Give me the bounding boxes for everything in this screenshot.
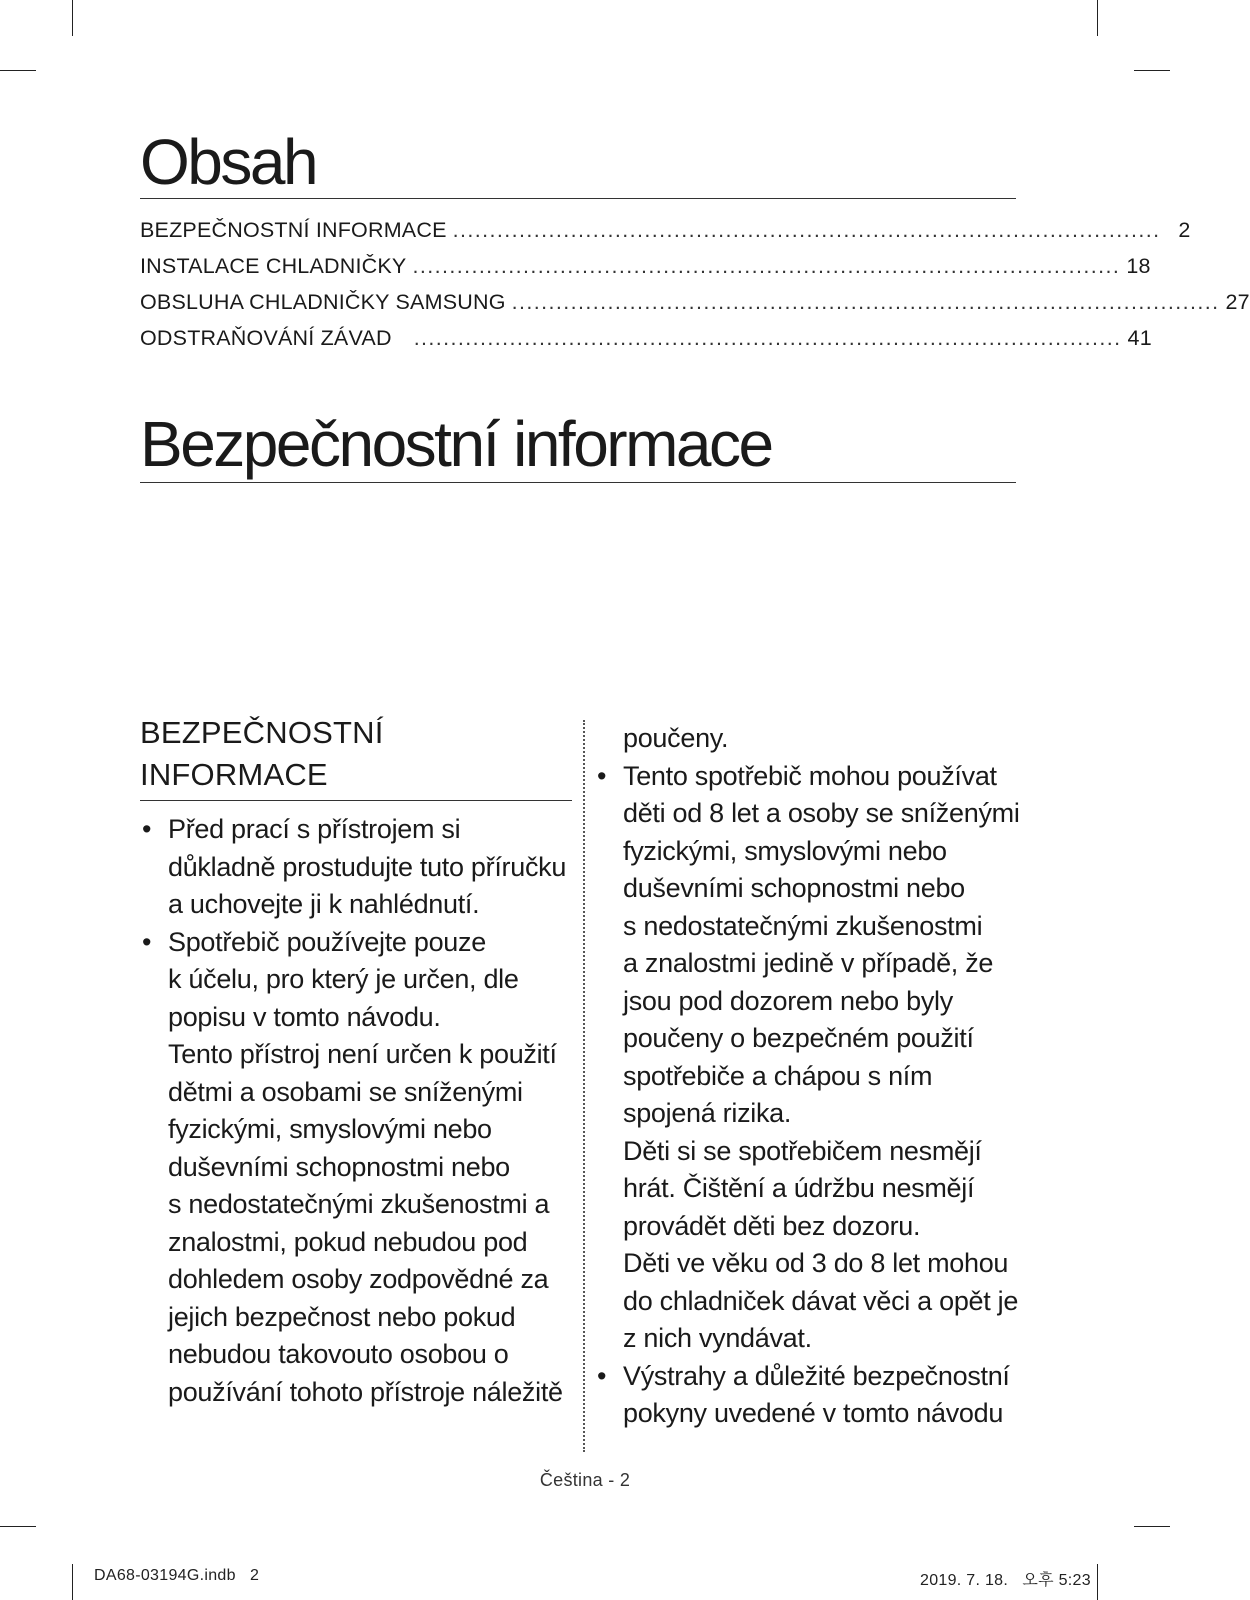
- toc-leader-dots: ................................................................................................: [413, 326, 1122, 350]
- text-line: popisu v tomto návodu.: [168, 1001, 441, 1032]
- crop-mark-top-left: [72, 0, 73, 36]
- crop-mark-bottom-left: [72, 1564, 73, 1600]
- list-item: [595, 1358, 1035, 1433]
- section-title: [140, 712, 570, 796]
- text-line: hrát. Čištění a údržbu nesmějí: [623, 1173, 975, 1203]
- crop-mark-bottom-right-h: [1134, 1526, 1170, 1527]
- file-slug: DA68-03194G.indb 2: [94, 1567, 260, 1584]
- text-line: používání tohoto přístroje náležitě: [168, 1376, 563, 1407]
- section-title-line: BEZPEČNOSTNÍ: [140, 715, 384, 750]
- text-line: do chladniček dávat věci a opět je: [623, 1285, 1019, 1316]
- text-line: k účelu, pro který je určen, dle: [168, 964, 519, 994]
- page-number: Čeština - 2: [539, 1470, 631, 1490]
- text-line: jejich bezpečnost nebo pokud: [168, 1301, 516, 1332]
- text-line: Tento přístroj není určen k použití: [168, 1039, 557, 1069]
- toc-heading-rule: [140, 198, 1016, 199]
- left-column: [140, 712, 570, 1411]
- toc-heading: Obsah: [140, 126, 317, 198]
- text-line: s nedostatečnými zkušenostmi: [623, 910, 983, 941]
- toc-entry[interactable]: [140, 218, 1191, 254]
- column-divider: [583, 720, 585, 1452]
- toc-entry-page: 41: [1127, 326, 1152, 350]
- list-item-continuation: [595, 720, 1035, 758]
- text-line: z nich vyndávat.: [623, 1323, 812, 1353]
- text-line: poučeny.: [623, 723, 729, 753]
- table-of-contents: [140, 218, 1250, 362]
- toc-entry-page: 27: [1225, 290, 1250, 314]
- toc-entry[interactable]: [140, 326, 1152, 362]
- text-line: fyzickými, smyslovými nebo: [623, 835, 947, 866]
- toc-entry-title: INSTALACE CHLADNIČKY: [140, 254, 407, 278]
- text-line: Před prací s přístrojem si: [168, 814, 461, 844]
- text-line: Výstrahy a důležité bezpečnostní: [623, 1360, 1010, 1391]
- text-line: a znalostmi jedině v případě, že: [623, 948, 994, 978]
- section-title-rule: [140, 800, 572, 801]
- safety-list: [140, 811, 570, 1411]
- chapter-heading-rule: [140, 482, 1016, 483]
- text-line: Spotřebič používejte pouze: [168, 926, 486, 957]
- text-line: Tento spotřebič mohou používat: [623, 760, 997, 791]
- text-line: nebudou takovouto osobou o: [168, 1339, 509, 1369]
- text-line: provádět děti bez dozoru.: [623, 1210, 921, 1241]
- date-slug: 2019. 7. 18. 오후 5:23: [920, 1572, 1091, 1589]
- text-line: Děti ve věku od 3 do 8 let mohou: [623, 1248, 1009, 1278]
- crop-mark-bottom-right: [1097, 1564, 1098, 1600]
- crop-mark-top-right-h: [1134, 70, 1170, 71]
- text-line: znalostmi, pokud nebudou pod: [168, 1226, 528, 1257]
- crop-mark-bottom-left-h: [0, 1526, 36, 1527]
- toc-leader-dots: ................................................................................................: [452, 218, 1161, 242]
- bullet-icon: •: [142, 926, 152, 957]
- text-line: pokyny uvedené v tomto návodu: [623, 1398, 1004, 1428]
- text-line: fyzickými, smyslovými nebo: [168, 1114, 492, 1144]
- text-line: jsou pod dozorem nebo byly: [623, 985, 953, 1016]
- list-item: [140, 811, 570, 924]
- text-line: dětmi a osobami se sníženými: [168, 1076, 523, 1107]
- bullet-icon: •: [142, 814, 152, 844]
- toc-entry[interactable]: [140, 254, 1151, 290]
- toc-entry-page: 2: [1178, 218, 1191, 242]
- text-line: děti od 8 let a osoby se sníženými: [623, 798, 1020, 828]
- text-line: duševními schopnostmi nebo: [623, 873, 965, 903]
- text-line: spotřebiče a chápou s ním: [623, 1060, 933, 1091]
- text-line: s nedostatečnými zkušenostmi a: [168, 1189, 550, 1219]
- text-line: důkladně prostudujte tuto příručku: [168, 851, 567, 882]
- text-line: dohledem osoby zodpovědné za: [168, 1264, 549, 1294]
- text-line: poučeny o bezpečném použití: [623, 1023, 974, 1053]
- bullet-icon: •: [597, 1360, 607, 1391]
- safety-list-continued: [595, 720, 1035, 1433]
- toc-leader-dots: ................................................................................................: [511, 290, 1220, 314]
- crop-mark-top-left-h: [0, 70, 36, 71]
- toc-entry[interactable]: [140, 290, 1250, 326]
- text-line: spojená rizika.: [623, 1098, 792, 1128]
- toc-entry-title: OBSLUHA CHLADNIČKY SAMSUNG: [140, 290, 506, 314]
- toc-entry-title: BEZPEČNOSTNÍ INFORMACE: [140, 218, 447, 242]
- text-line: Děti si se spotřebičem nesmějí: [623, 1135, 982, 1166]
- toc-entry-title: ODSTRAŇOVÁNÍ ZÁVAD: [140, 326, 392, 350]
- text-line: a uchovejte ji k nahlédnutí.: [168, 889, 480, 919]
- crop-mark-top-right: [1097, 0, 1098, 36]
- bullet-icon: •: [597, 760, 607, 791]
- list-item: [140, 924, 570, 1412]
- toc-entry-page: 18: [1126, 254, 1151, 278]
- toc-leader-dots: ................................................................................................: [412, 254, 1121, 278]
- chapter-heading: Bezpečnostní informace: [140, 408, 772, 480]
- list-item: [595, 758, 1035, 1358]
- right-column: [595, 720, 1035, 1433]
- section-title-line: INFORMACE: [140, 757, 328, 792]
- text-line: duševními schopnostmi nebo: [168, 1151, 510, 1182]
